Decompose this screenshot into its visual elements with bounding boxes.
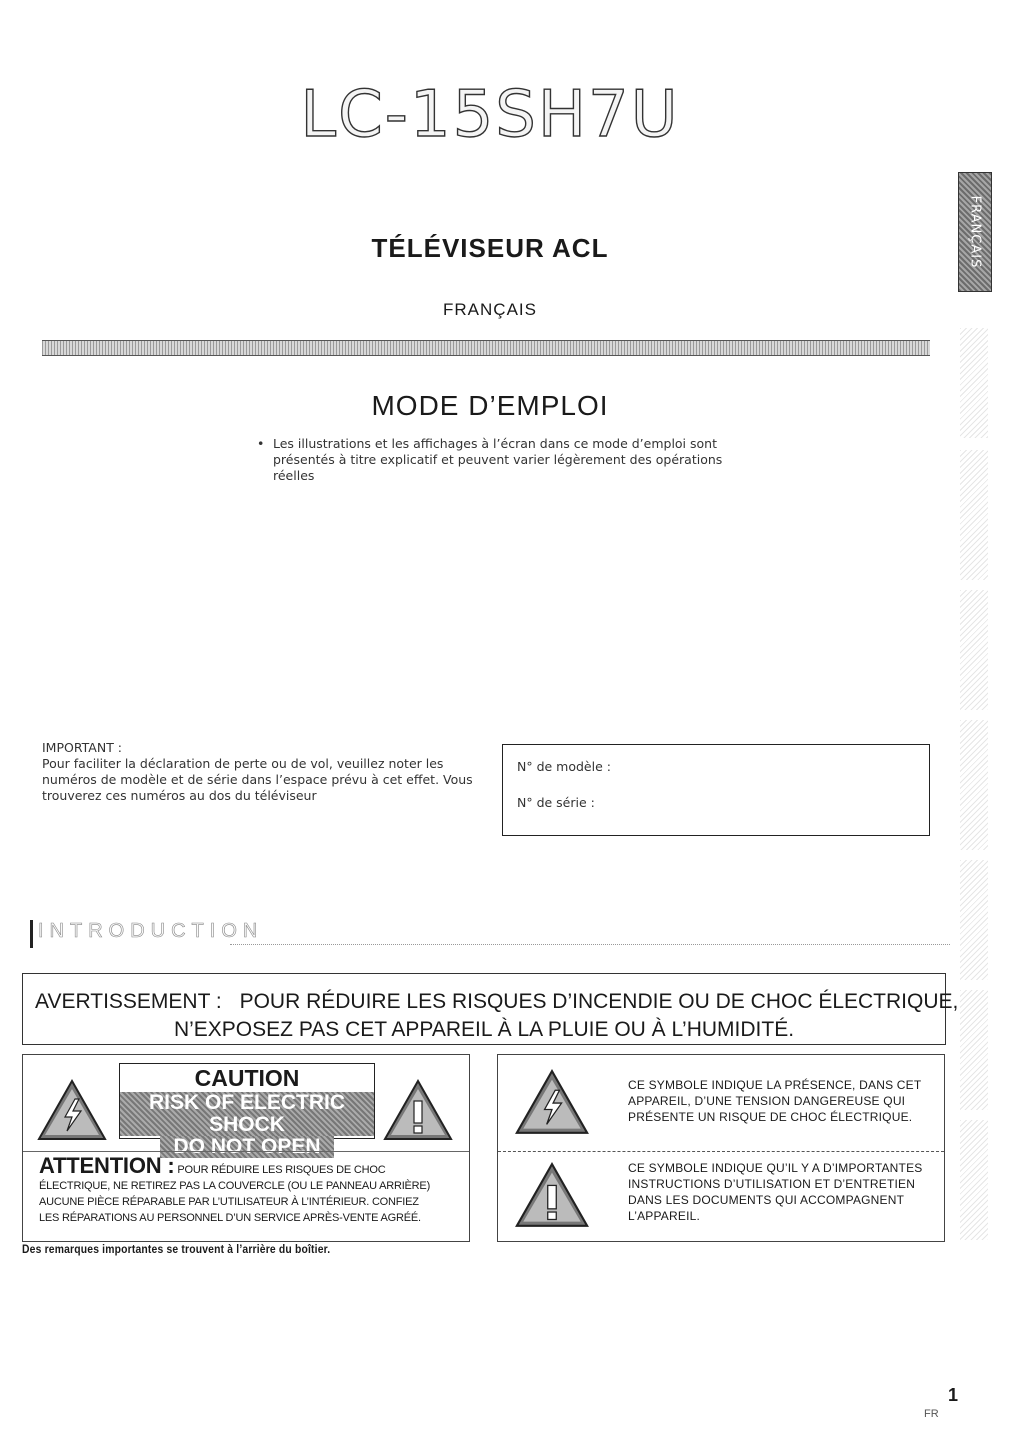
side-texture bbox=[960, 990, 988, 1110]
side-texture bbox=[960, 328, 988, 438]
manual-title: MODE D’EMPLOI bbox=[371, 390, 609, 421]
instructions-line-3: DANS LES DOCUMENTS QUI ACCOMPAGNENT bbox=[628, 1193, 905, 1207]
product-name: TÉLÉVISEUR ACL bbox=[371, 233, 609, 263]
bullet-icon: • bbox=[257, 436, 265, 451]
instructions-line-1: CE SYMBOLE INDIQUE QU’IL Y A D’IMPORTANTES bbox=[628, 1161, 923, 1175]
important-note bbox=[42, 740, 482, 804]
attention-line-2: ÉLECTRIQUE, NE RETIREZ PAS LA COUVERCLE (OU LE PANNEAU ARRIÈRE) bbox=[39, 1180, 431, 1192]
caution-line-2: DO NOT OPEN bbox=[160, 1136, 334, 1158]
side-tab-label: FRANÇAIS bbox=[967, 195, 983, 269]
exclamation-warning-icon bbox=[514, 1162, 590, 1228]
caution-label bbox=[119, 1063, 375, 1158]
language-side-tab bbox=[958, 172, 992, 292]
section-title: INTRODUCTION bbox=[38, 920, 264, 942]
serial-no-label: N° de série : bbox=[517, 795, 595, 810]
warning-text-1: POUR RÉDUIRE LES RISQUES D’INCENDIE OU DE CHOC ÉLECTRIQUE, bbox=[239, 990, 959, 1013]
important-title: IMPORTANT : bbox=[42, 740, 123, 755]
voltage-line-3: PRÉSENTE UN RISQUE DE CHOC ÉLECTRIQUE. bbox=[628, 1110, 913, 1124]
warning-text-2: N’EXPOSEZ PAS CET APPAREIL À LA PLUIE OU À L’HUMIDITÉ. bbox=[173, 1018, 795, 1041]
serial-number-box bbox=[502, 744, 930, 836]
side-texture bbox=[960, 590, 988, 710]
side-texture bbox=[960, 1120, 988, 1240]
attention-text bbox=[23, 1151, 469, 1226]
symbols-box bbox=[497, 1054, 945, 1242]
warning-box bbox=[22, 973, 959, 1045]
model-no-label: N° de modèle : bbox=[517, 759, 611, 774]
side-texture bbox=[960, 450, 988, 580]
instructions-line-4: L’APPAREIL. bbox=[628, 1209, 701, 1223]
page-number: 1 bbox=[948, 1385, 959, 1405]
section-divider bbox=[230, 944, 950, 945]
attention-title: ATTENTION : bbox=[39, 1153, 175, 1178]
instructions-symbol-text bbox=[628, 1160, 928, 1224]
caution-title: CAUTION bbox=[194, 1065, 300, 1091]
side-texture bbox=[960, 860, 988, 980]
lightning-warning-icon bbox=[37, 1079, 107, 1141]
voltage-symbol-text bbox=[628, 1077, 928, 1125]
attention-line-1: POUR RÉDUIRE LES RISQUES DE CHOC bbox=[177, 1164, 386, 1176]
warning-line-1 bbox=[35, 988, 958, 1016]
caution-line-1: RISK OF ELECTRIC SHOCK bbox=[120, 1092, 374, 1136]
section-marker bbox=[30, 920, 33, 948]
important-body: Pour faciliter la déclaration de perte ou de vol, veuillez noter les numéros de modèle et de série dans l’espace prévu à cet effet. Vous trouverez ces numéros au dos du téléviseur bbox=[42, 756, 473, 803]
page-code: FR bbox=[924, 1408, 939, 1420]
instructions-symbol-row bbox=[498, 1152, 944, 1240]
attention-line-3: AUCUNE PIÈCE RÉPARABLE PAR L’UTILISATEUR À L’INTÉRIEUR. CONFIEZ bbox=[39, 1196, 419, 1208]
voltage-line-2: APPAREIL, D’UNE TENSION DANGEREUSE QUI bbox=[628, 1094, 906, 1108]
side-texture bbox=[960, 720, 988, 850]
language-label: FRANÇAIS bbox=[443, 300, 537, 319]
instructions-line-2: INSTRUCTIONS D’UTILISATION ET D’ENTRETIEN bbox=[628, 1177, 916, 1191]
illustration-note bbox=[257, 436, 743, 484]
exclamation-warning-icon bbox=[383, 1079, 453, 1141]
decorative-band bbox=[42, 340, 930, 356]
warning-label: AVERTISSEMENT : bbox=[35, 990, 222, 1013]
model-number: LC-15SH7U bbox=[300, 78, 680, 152]
attention-line-4: LES RÉPARATIONS AU PERSONNEL D’UN SERVICE APRÈS-VENTE AGRÉÉ. bbox=[39, 1212, 421, 1224]
note-text: Les illustrations et les affichages à l’écran dans ce mode d’emploi sont présentés à titre explicatif et peuvent varier légèrement des opérations réelles bbox=[273, 436, 723, 483]
remark-note: Des remarques importantes se trouvent à l’arrière du boîtier. bbox=[22, 1244, 331, 1256]
caution-box bbox=[22, 1054, 470, 1242]
voltage-line-1: CE SYMBOLE INDIQUE LA PRÉSENCE, DANS CET bbox=[628, 1078, 922, 1092]
voltage-symbol-row bbox=[498, 1055, 944, 1151]
lightning-warning-icon bbox=[514, 1069, 590, 1135]
